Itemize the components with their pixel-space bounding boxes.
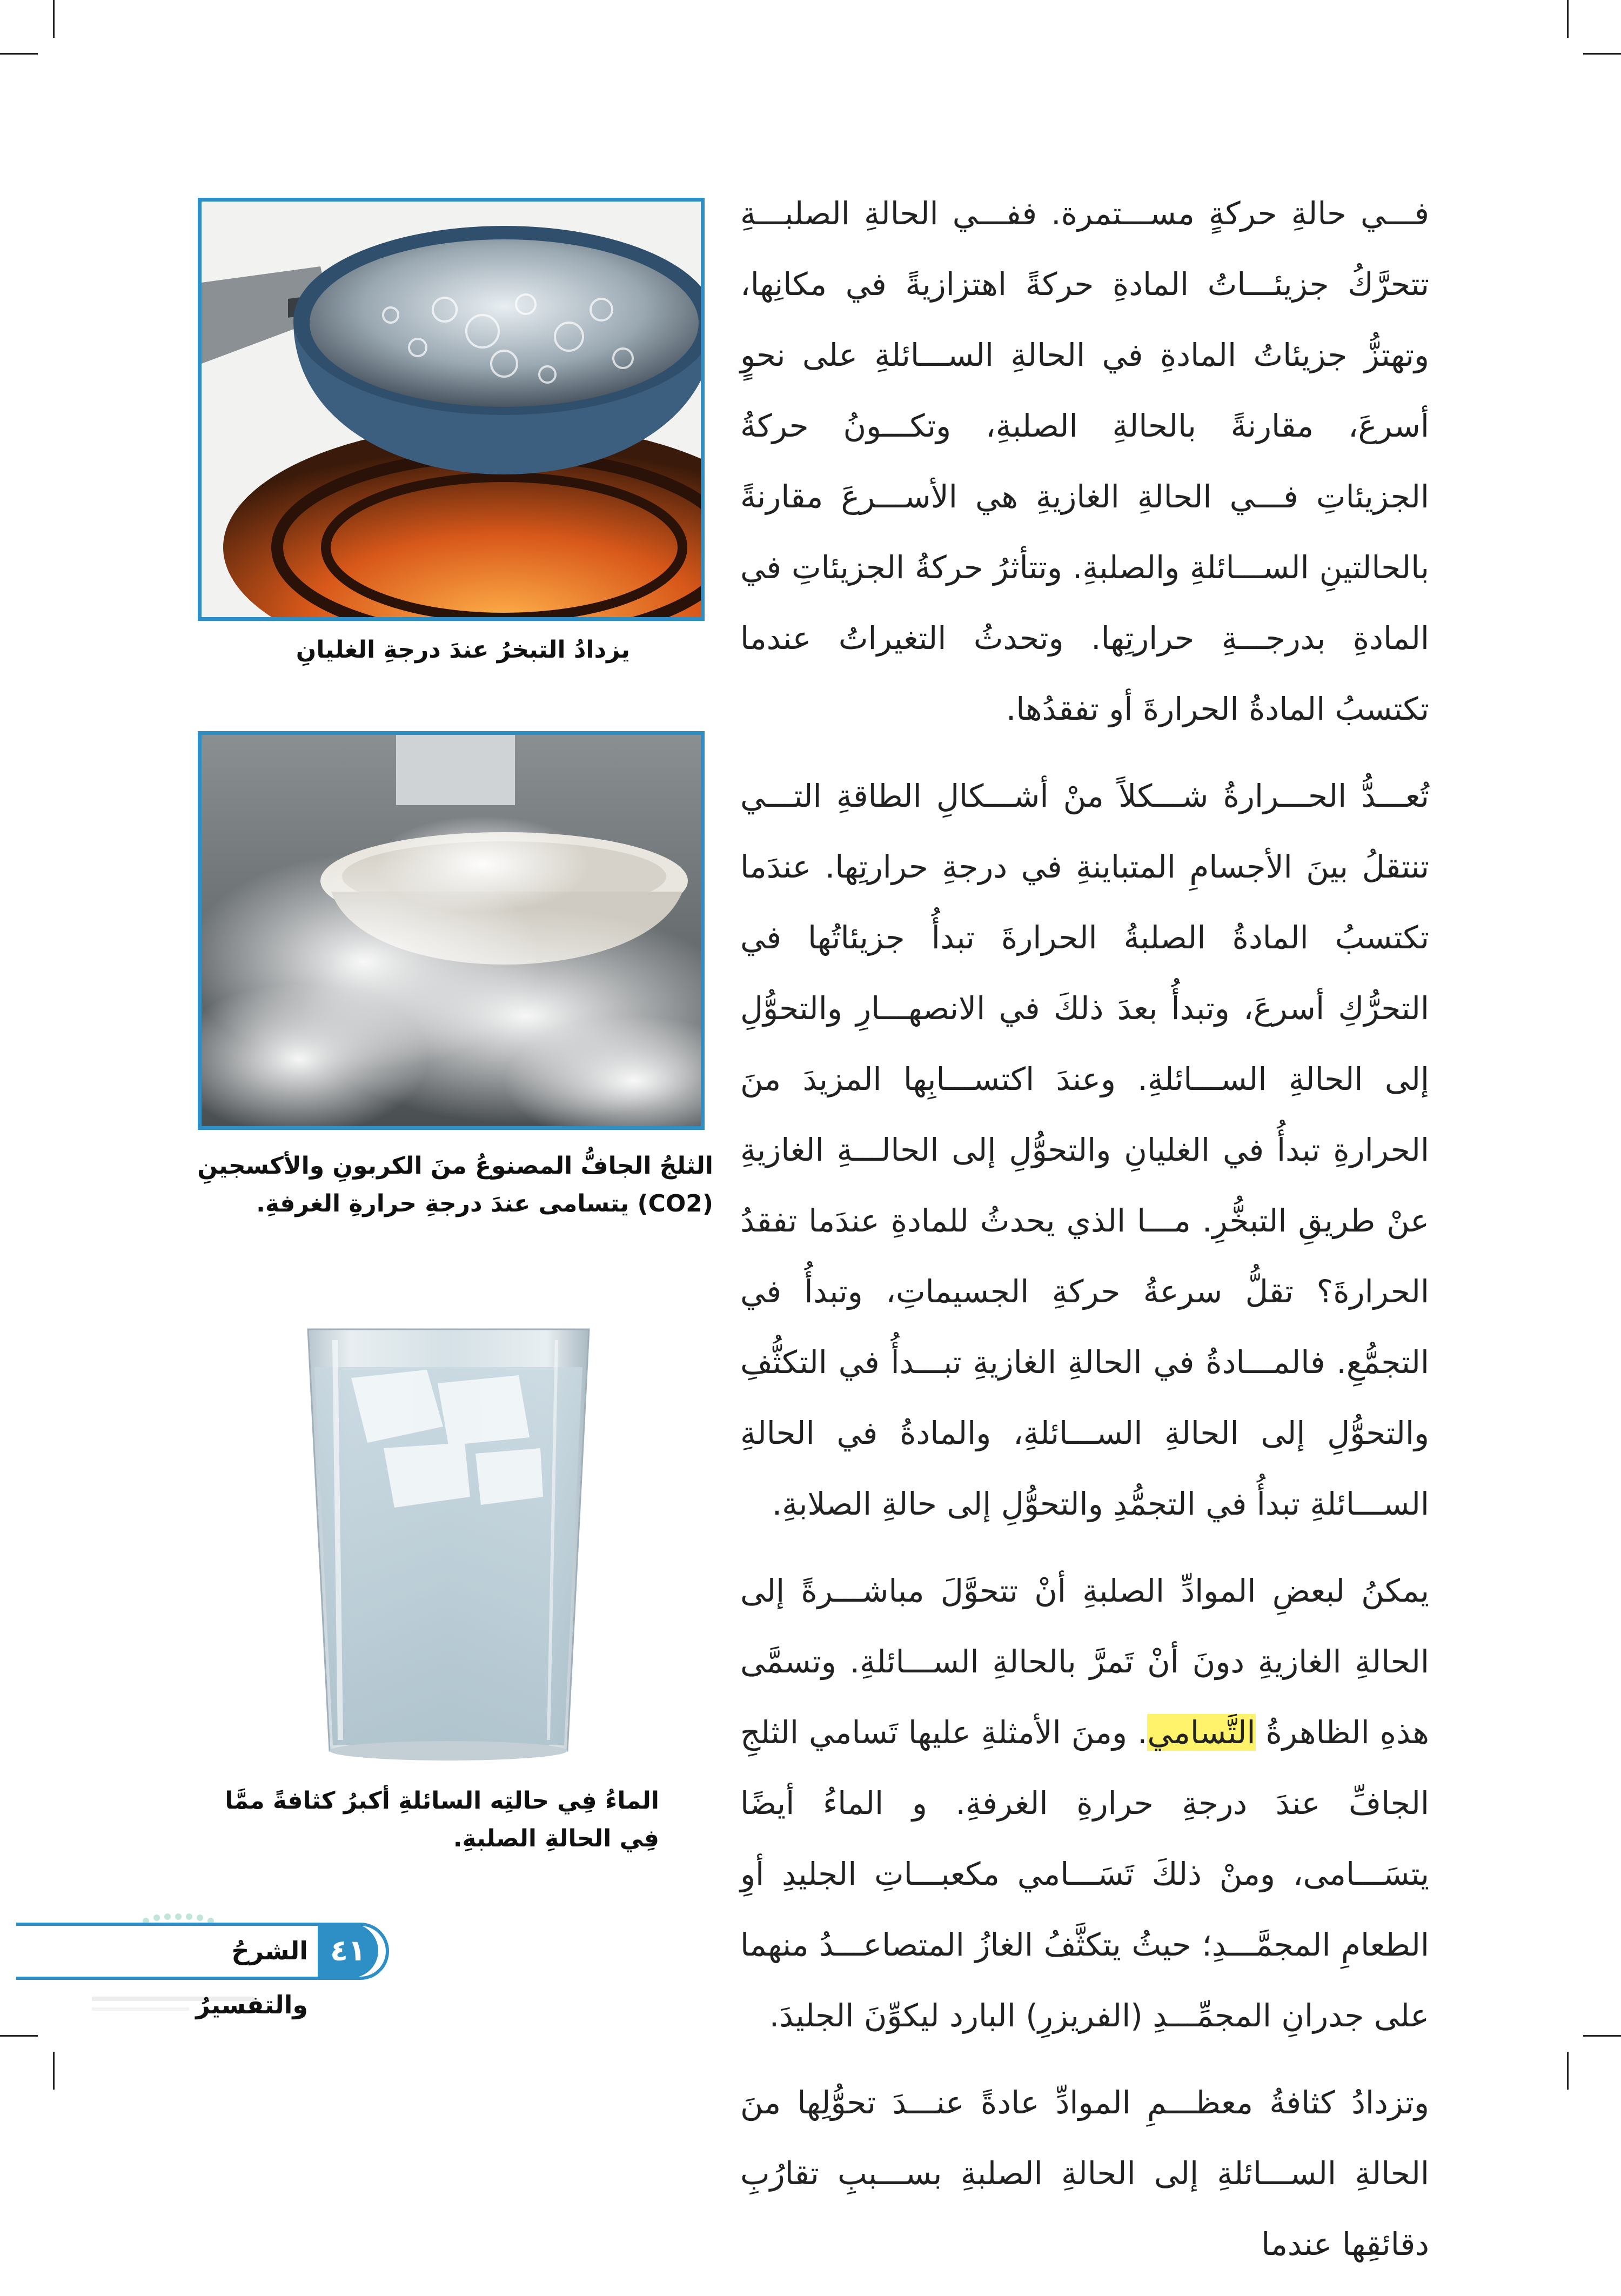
- page-number: ٤١: [318, 1924, 378, 1978]
- paragraph-sublimation: [740, 1556, 1429, 2051]
- boiling-water-photo: [198, 198, 705, 621]
- crop-mark: [53, 2052, 55, 2090]
- water-caption-line1: الماءُ فِي حالتِه السائلةِ أكبرُ كثافةً ممَّا: [225, 1787, 659, 1815]
- crop-mark: [1583, 2035, 1621, 2037]
- crop-mark: [1583, 53, 1621, 55]
- footer-section-title: الشرحُ والتفسيرُ: [196, 1936, 308, 2019]
- dry-ice-photo: [198, 731, 705, 1130]
- paragraph-heat-energy: تُعـــدُّ الحـــرارةُ شـــكلاً منْ أشـــكالِ الطاقةِ التـــي تنتقلُ بينَ الأجسامِ المتباينةِ في درجةِ حرارتِها. عندَما تكتسبُ المادةُ الصلبةُ الحرارةَ تبدأُ جزيئاتُها في التحرُّكِ أسرعَ، وتبدأُ بعدَ ذلكَ في الانصهـــارِ والتحوُّلِ إلى الحالةِ الســـائلةِ. وعندَ اكتســـابِها المزيدَ منَ الحرارةِ تبدأُ في الغليانِ والتحوُّلِ إلى الحالـــةِ الغازيةِ عنْ طريقِ التبخُّرِ. مـــا الذي يحدثُ للمادةِ عندَما تفقدُ الحرارةَ؟ تقلُّ سرعةُ حركةِ الجسيماتِ، وتبدأُ في التجمُّعِ. فالمـــادةُ في الحالةِ الغازيةِ تبـــدأُ في التكثُّفِ والتحوُّلِ إلى الحالةِ الســـائلةِ، والمادةُ في الحالةِ الســـائلةِ تبدأُ في التجمُّدِ والتحوُّلِ إلى حالةِ الصلابةِ.: [740, 778, 1429, 1522]
- dry-ice-caption-line2: (CO2) يتسامى عندَ درجةِ حرارةِ الغرفةِ.: [256, 1190, 713, 1217]
- ice-glass-illustration: [303, 1318, 594, 1767]
- paragraph-sublimation-end: . ومنَ الأمثلةِ عليها تَسامي الثلجِ الجافِّ عندَ درجةِ حرارةِ الغرفةِ. و الماءُ أيضًا يتسَـــامى، ومنْ ذلكَ تَسَـــامي مكعبـــاتِ الجليدِ أوِ الطعامِ المجمَّـــدِ؛ حيثُ يتكثَّفُ الغازُ المتصاعـــدُ منهما على جدرانِ المجمِّـــدِ (الفريزرِ) البارد ليكوِّنَ الجليدَ.: [740, 1714, 1429, 2034]
- paragraph-molecule-motion: فـــي حالةِ حركةٍ مســـتمرة. ففـــي الحالةِ الصلبـــةِ تتحرَّكُ جزيئـــاتُ المادةِ حركةً اهتزازيةً في مكانِها، وتهتزُّ جزيئاتُ المادةِ في الحالةِ الســـائلةِ على نحوٍ أسرعَ، مقارنةً بالحالةِ الصلبةِ، وتكـــونُ حركةُ الجزيئاتِ فـــي الحالةِ الغازيةِ هي الأســـرعَ مقارنةً بالحالتينِ الســـائلةِ والصلبةِ. وتتأثرُ حركةُ الجزيئاتِ في المادةِ بدرجـــةِ حرارتِها. وتحدثُ التغيراتُ عندما تكتسبُ المادةُ الحرارةَ أو تفقدُها.: [740, 195, 1429, 727]
- dry-ice-illustration: [202, 735, 701, 1126]
- boiling-photo-caption: يزدادُ التبخرُ عندَ درجةِ الغليانِ: [296, 636, 630, 664]
- dry-ice-caption-line1: الثلجُ الجافُّ المصنوعُ منَ الكربونِ والأكسجينِ: [197, 1152, 713, 1180]
- crop-mark: [0, 53, 38, 55]
- water-caption-line2: فِي الحالةِ الصلبةِ.: [453, 1825, 659, 1852]
- term-sublimation-highlight: التَّسامي: [1147, 1714, 1256, 1751]
- crop-mark: [0, 2035, 38, 2037]
- body-text-column: [740, 178, 1429, 2296]
- ice-glass-photo: [303, 1318, 594, 1767]
- boiling-pot-illustration: [202, 202, 701, 617]
- crop-mark: [53, 0, 55, 38]
- crop-mark: [1567, 2052, 1569, 2090]
- crop-mark: [1567, 0, 1569, 38]
- paragraph-density: وتزدادُ كثافةُ معظـــمِ الموادِّ عادةً عنـــدَ تحوُّلِها منَ الحالةِ الســـائلةِ إلى الحالةِ الصلبةِ بســـببِ تقارُبِ دقائقِها عندما: [740, 2084, 1429, 2262]
- paragraph-sublimation-start: يمكنُ لبعضِ الموادِّ الصلبةِ أنْ تتحوَّلَ مباشـــرةً إلى الحالةِ الغازيةِ دونَ أنْ تَمرَّ بالحالةِ الســـائلةِ. وتسمَّى هذهِ الظاهرةُ: [740, 1572, 1429, 1751]
